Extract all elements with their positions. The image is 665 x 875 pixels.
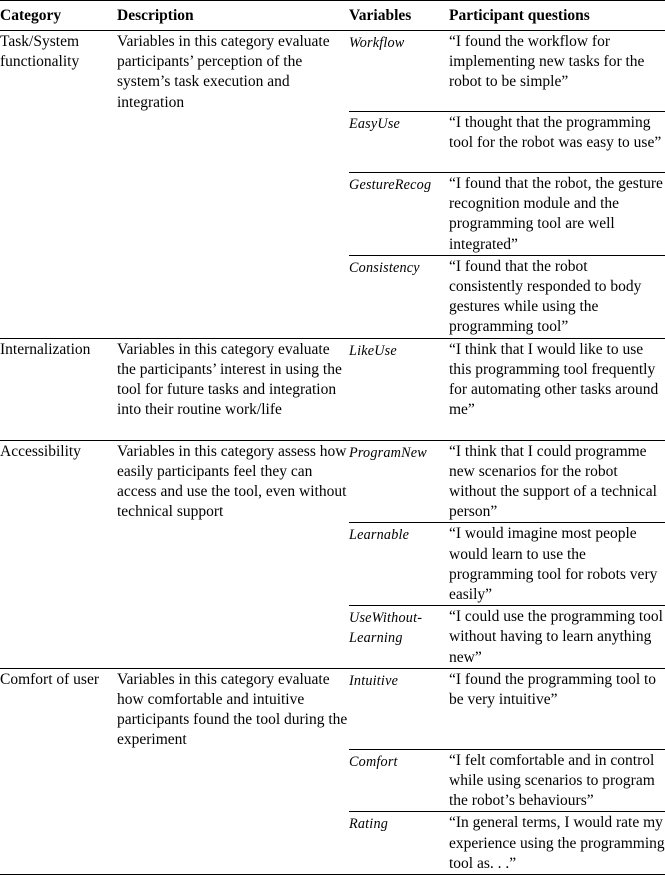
variable-cell [349, 338, 449, 440]
question-text: “I felt comfortable and in control while using scenarios to program the robot’s behaviours” [449, 751, 655, 810]
variable-cell [349, 173, 449, 256]
variable-cell [349, 812, 449, 875]
question-cell [449, 255, 665, 338]
question-cell [449, 338, 665, 440]
category-label: Internalization [0, 340, 91, 358]
variable-cell [349, 31, 449, 112]
question-text: “I thought that the programming tool for the robot was easy to use” [449, 114, 662, 152]
question-text: “I could use the programming tool without having to learn anything new” [449, 608, 663, 666]
question-cell [449, 440, 665, 523]
question-text: “I found that the robot, the gesture recognition module and the programming tool are well integrated” [449, 175, 663, 253]
question-cell [449, 173, 665, 256]
variable-name: EasyUse [349, 116, 401, 132]
variable-name: Comfort [349, 753, 398, 770]
category-label: Task/System functionality [0, 33, 80, 71]
variable-name: LikeUse [349, 342, 397, 359]
description-cell [117, 338, 349, 440]
category-label: Comfort of user [0, 670, 100, 688]
table-row [0, 440, 665, 523]
question-cell [449, 749, 665, 812]
category-cell [0, 338, 117, 440]
question-text: “I found the programming tool to be very intuitive” [449, 670, 657, 709]
table-row [0, 338, 665, 440]
question-text: “I found that the robot consistently responded to body gestures while using the programming tool” [449, 257, 642, 336]
description-text: Variables in this category assess how easily participants feel they can access and use the tool, even without technical support [117, 442, 347, 521]
table-row [0, 31, 665, 112]
variable-name: ProgramNew [349, 444, 427, 461]
header-row [0, 1, 665, 31]
category-label: Accessibility [0, 442, 81, 460]
variable-name: Learnable [349, 527, 410, 544]
variable-cell [349, 440, 449, 523]
variable-cell [349, 255, 449, 338]
variable-cell [349, 606, 449, 669]
variable-cell [349, 523, 449, 606]
header-description: Description [117, 1, 349, 31]
variable-cell [349, 749, 449, 812]
variable-name: Intuitive [349, 672, 399, 689]
question-cell [449, 112, 665, 173]
variable-name: GestureRecog [349, 177, 432, 193]
question-text: “In general terms, I would rate my experience using the programming tool as. . .” [449, 814, 665, 872]
question-cell [449, 606, 665, 669]
header-category: Category [0, 1, 117, 31]
variable-name: Workflow [349, 35, 405, 51]
header-participant-questions: Participant questions [449, 1, 665, 31]
category-cell [0, 668, 117, 875]
question-cell [449, 668, 665, 749]
variable-name: UseWithout-Learning [349, 610, 423, 647]
description-text: Variables in this category evaluate how comfortable and intuitive participants found the tool during the experiment [117, 670, 348, 749]
question-cell [449, 523, 665, 606]
variable-name: Rating [349, 816, 389, 833]
description-text: Variables in this category evaluate participants’ perception of the system’s task execution and integration [117, 33, 330, 111]
question-text: “I think that I could programme new scenarios for the robot without the support of a technical person” [449, 442, 657, 521]
description-cell [117, 440, 349, 668]
question-text: “I would imagine most people would learn to use the programming tool for robots very easily” [449, 525, 658, 604]
question-cell [449, 31, 665, 112]
variable-name: Consistency [349, 259, 420, 276]
variable-cell [349, 112, 449, 173]
category-cell [0, 440, 117, 668]
description-text: Variables in this category evaluate the participants’ interest in using the tool for future tasks and integration into their routine work/life [117, 340, 342, 419]
variable-cell [349, 668, 449, 749]
category-cell [0, 31, 117, 339]
description-cell [117, 668, 349, 875]
question-text: “I found the workflow for implementing new tasks for the robot to be simple” [449, 33, 645, 91]
question-text: “I think that I would like to use this programming tool frequently for automating other tasks around me” [449, 340, 659, 419]
header-variables: Variables [349, 1, 449, 31]
description-cell [117, 31, 349, 339]
question-cell [449, 812, 665, 875]
table-row [0, 668, 665, 749]
